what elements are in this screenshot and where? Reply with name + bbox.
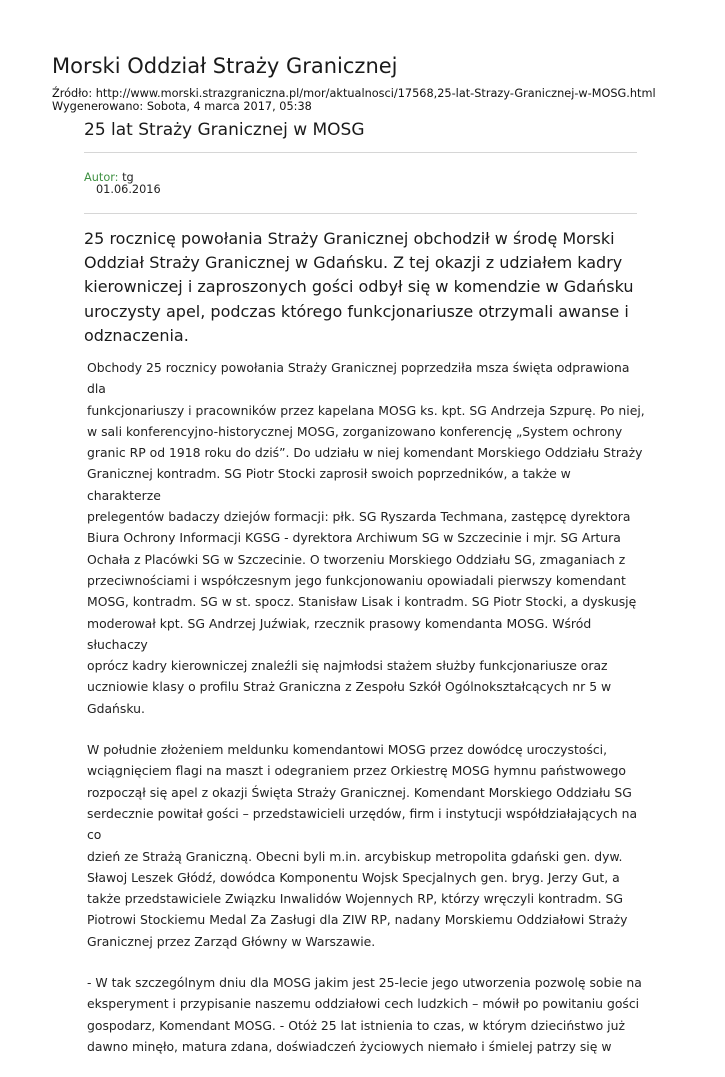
text-line: W południe złożeniem meldunku komendantowi MOSG przez dowódcę uroczystości, [87,742,608,758]
text-line: Ochała z Placówki SG w Szczecinie. O tworzeniu Morskiego Oddziału SG, zmaganiach z [87,551,626,567]
text-line: także przedstawiciele Związku Inwalidów Wojennych RP, którzy wręczyli kontradm. SG [87,891,623,907]
text-line: serdecznie powitał gości – przedstawicieli urzędów, firm i instytucji współdziałających na co [87,805,638,843]
text-line: Gdańsku. [87,700,145,716]
body-paragraph [87,739,647,952]
text-line: uczniowie klasy o profilu Straż Graniczna z Zespołu Szkół Ogólnokształcących nr 5 w [87,679,612,695]
text-line: dawno minęło, matura zdana, doświadczeń życiowych niemało i śmielej patrzy się w [87,1038,612,1054]
lead-line: kierowniczej i zaproszonych gości odbył się w komendzie w Gdańsku [84,277,634,297]
divider [84,152,637,153]
text-line: - W tak szczególnym dniu dla MOSG jakim jest 25-lecie jego utworzenia pozwolę sobie na [87,975,642,991]
text-line: oprócz kadry kierowniczej znaleźli się najmłodsi stażem służby funkcjonariusze oraz [87,658,608,674]
text-line: rozpoczął się apel z okazji Święta Straży Granicznej. Komendant Morskiego Oddziału SG [87,784,632,800]
text-line: Obchody 25 rocznicy powołania Straży Granicznej poprzedziła msza święta odprawiona dla [87,360,630,397]
lead-line: odznaczenia. [84,325,189,345]
text-line: Piotrowi Stockiemu Medal Za Zasługi dla ZIW RP, nadany Morskiemu Oddziałowi Straży [87,912,628,928]
text-line: granic RP od 1918 roku do dziś”. Do udziału w niej komendant Morskiego Oddziału Straży [87,445,643,461]
lead-line: Oddział Straży Granicznej w Gdańsku. Z tej okazji z udziałem kadry [84,253,623,273]
text-line: prelegentów badaczy dziejów formacji: płk. SG Ryszarda Techmana, zastępcę dyrektora [87,509,631,525]
generated-date: Wygenerowano: Sobota, 4 marca 2017, 05:38 [52,100,312,113]
text-line: Granicznej przez Zarząd Główny w Warszawie. [87,933,376,949]
lead-line: uroczysty apel, podczas którego funkcjonariusze otrzymali awanse i [84,301,629,321]
article-body [87,357,647,1077]
text-line: wciągnięciem flagi na maszt i odegraniem przez Orkiestrę MOSG hymnu państwowego [87,763,626,779]
source-url: Źródło: http://www.morski.strazgraniczna.pl/mor/aktualnosci/17568,25-lat-Strazy-Granicznej-w-MOSG.html [52,87,656,100]
lead-line: 25 rocznicę powołania Straży Granicznej obchodził w środę Morski [84,229,615,248]
print-meta [52,87,656,113]
text-line: moderował kpt. SG Andrzej Juźwiak, rzecznik prasowy komendanta MOSG. Wśród słuchaczy [87,615,592,652]
text-line: Granicznej kontradm. SG Piotr Stocki zaprosił swoich poprzedników, a także w charakterze [87,466,571,503]
text-line: przeciwnościami i współczesnym jego funkcjonowaniu opowiadali pierwszy komendant [87,572,626,588]
article-title: 25 lat Straży Granicznej w MOSG [84,120,365,140]
text-line: funkcjonariuszy i pracowników przez kapelana MOSG ks. kpt. SG Andrzeja Szpurę. Po niej, [87,402,645,418]
divider [84,213,637,214]
text-line: gospodarz, Komendant MOSG. - Otóż 25 lat istnienia to czas, w którym dzieciństwo już [87,1017,625,1033]
text-line: Sławoj Leszek Głódź, dowódca Komponentu Wojsk Specjalnych gen. bryg. Jerzy Gut, a [87,869,620,885]
author-name: tg [122,171,134,184]
publish-date: 01.06.2016 [96,183,161,196]
body-paragraph [87,357,647,719]
body-paragraph [87,972,647,1057]
article-lead [84,227,644,348]
text-line: dzień ze Strażą Graniczną. Obecni byli m.in. arcybiskup metropolita gdański gen. dyw. [87,848,623,864]
site-title: Morski Oddział Straży Granicznej [52,54,398,78]
text-line: eksperyment i przypisanie naszemu oddziałowi cech ludzkich – mówił po powitaniu gości [87,996,640,1012]
text-line: w sali konferencyjno-historycznej MOSG, zorganizowano konferencję „System ochrony [87,423,623,439]
author-label: Autor: [84,171,119,184]
text-line: MOSG, kontradm. SG w st. spocz. Stanisław Lisak i kontradm. SG Piotr Stocki, a dyskusję [87,594,637,610]
text-line: Biura Ochrony Informacji KGSG - dyrektora Archiwum SG w Szczecinie i mjr. SG Artura [87,530,621,546]
